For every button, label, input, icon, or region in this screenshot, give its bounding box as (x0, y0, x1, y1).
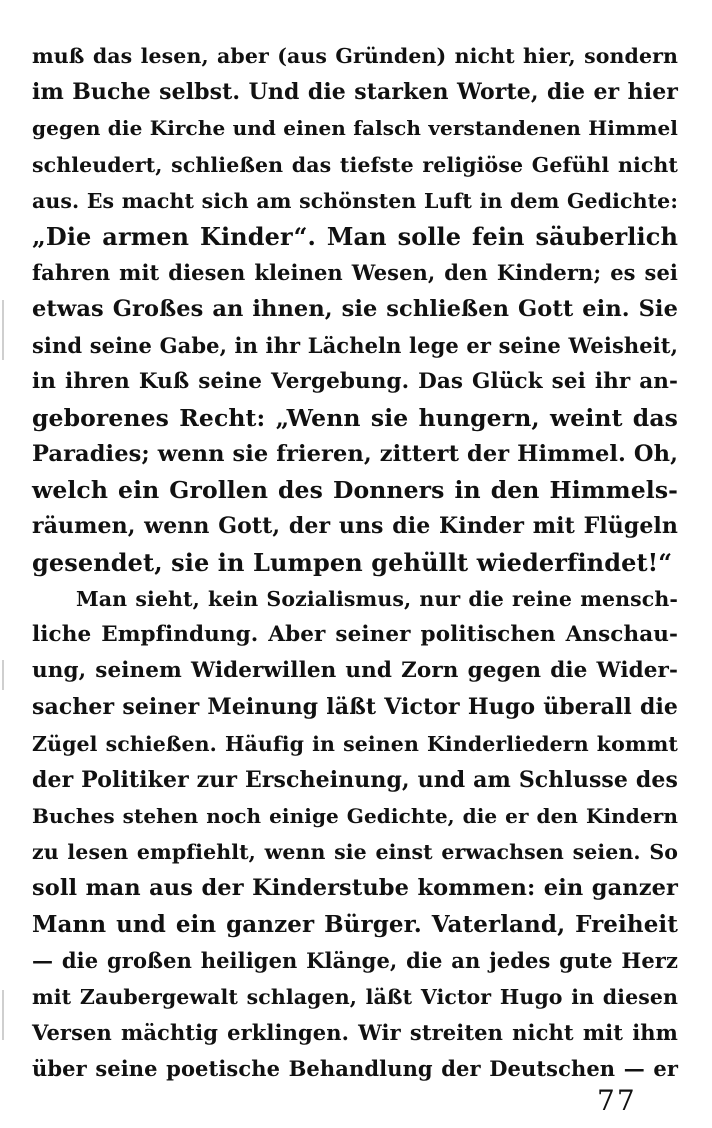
text-line: in ihren Kuß seine Vergebung. Das Glück sei ihr an- (32, 368, 678, 394)
text-line: im Buche selbst. Und die starken Worte, die er hier (32, 79, 678, 106)
text-line: sacher seiner Meinung läßt Victor Hugo überall die (32, 694, 678, 721)
page-edge-shadow (2, 300, 4, 360)
text-line: etwas Großes an ihnen, sie schließen Gott ein. Sie (32, 296, 678, 323)
text-line: Zügel schießen. Häufig in seinen Kinderliedern kommt (32, 731, 678, 756)
text-line: sind seine Gabe, in ihr Lächeln lege er seine Weisheit, (32, 332, 678, 358)
text-line: Versen mächtig erklingen. Wir streiten nicht mit ihm (32, 1020, 678, 1046)
text-line: welch ein Grollen des Donners in den Himmels- (32, 476, 678, 505)
text-line: Man sieht, kein Sozialismus, nur die reine mensch- (76, 586, 678, 611)
text-line: liche Empfindung. Aber seiner politischen Anschau- (32, 622, 678, 647)
body-text (32, 38, 678, 1087)
text-line: Paradies; wenn sie frieren, zittert der Himmel. Oh, (32, 441, 678, 468)
text-line: zu lesen empfiehlt, wenn sie einst erwachsen seien. So (32, 840, 678, 865)
text-line: ung, seinem Widerwillen und Zorn gegen die Wider- (32, 658, 678, 684)
text-line: „Die armen Kinder“. Man solle fein säuberlich (32, 221, 678, 251)
text-line: — die großen heiligen Klänge, die an jedes gute Herz (32, 947, 678, 973)
page-edge-shadow (2, 990, 4, 1040)
text-line: über seine poetische Behandlung der Deutschen — er (32, 1056, 678, 1082)
text-line: der Politiker zur Erscheinung, und am Schlusse des (32, 766, 678, 793)
text-line: fahren mit diesen kleinen Wesen, den Kindern; es sei (32, 260, 678, 286)
text-line: geborenes Recht: „Wenn sie hungern, weint das (32, 403, 678, 432)
page-number: 77 (597, 1084, 637, 1117)
text-line: räumen, wenn Gott, der uns die Kinder mit Flügeln (32, 513, 678, 540)
text-line: muß das lesen, aber (aus Gründen) nicht hier, sondern (32, 44, 678, 68)
text-line: mit Zaubergewalt schlagen, läßt Victor Hugo in diesen (32, 984, 678, 1009)
text-line: gesendet, sie in Lumpen gehüllt wiederfindet!“ (32, 547, 673, 577)
text-line: Buches stehen noch einige Gedichte, die er den Kindern (32, 803, 678, 828)
text-line: gegen die Kirche und einen falsch verstandenen Himmel (32, 116, 678, 141)
text-line: schleudert, schließen das tiefste religiöse Gefühl nicht (32, 152, 678, 177)
text-line: aus. Es macht sich am schönsten Luft in dem Gedichte: (32, 188, 678, 213)
page-edge-shadow (2, 660, 4, 690)
text-line: Mann und ein ganzer Bürger. Vaterland, Freiheit (32, 910, 678, 938)
text-line: soll man aus der Kinderstube kommen: ein ganzer (32, 875, 678, 902)
